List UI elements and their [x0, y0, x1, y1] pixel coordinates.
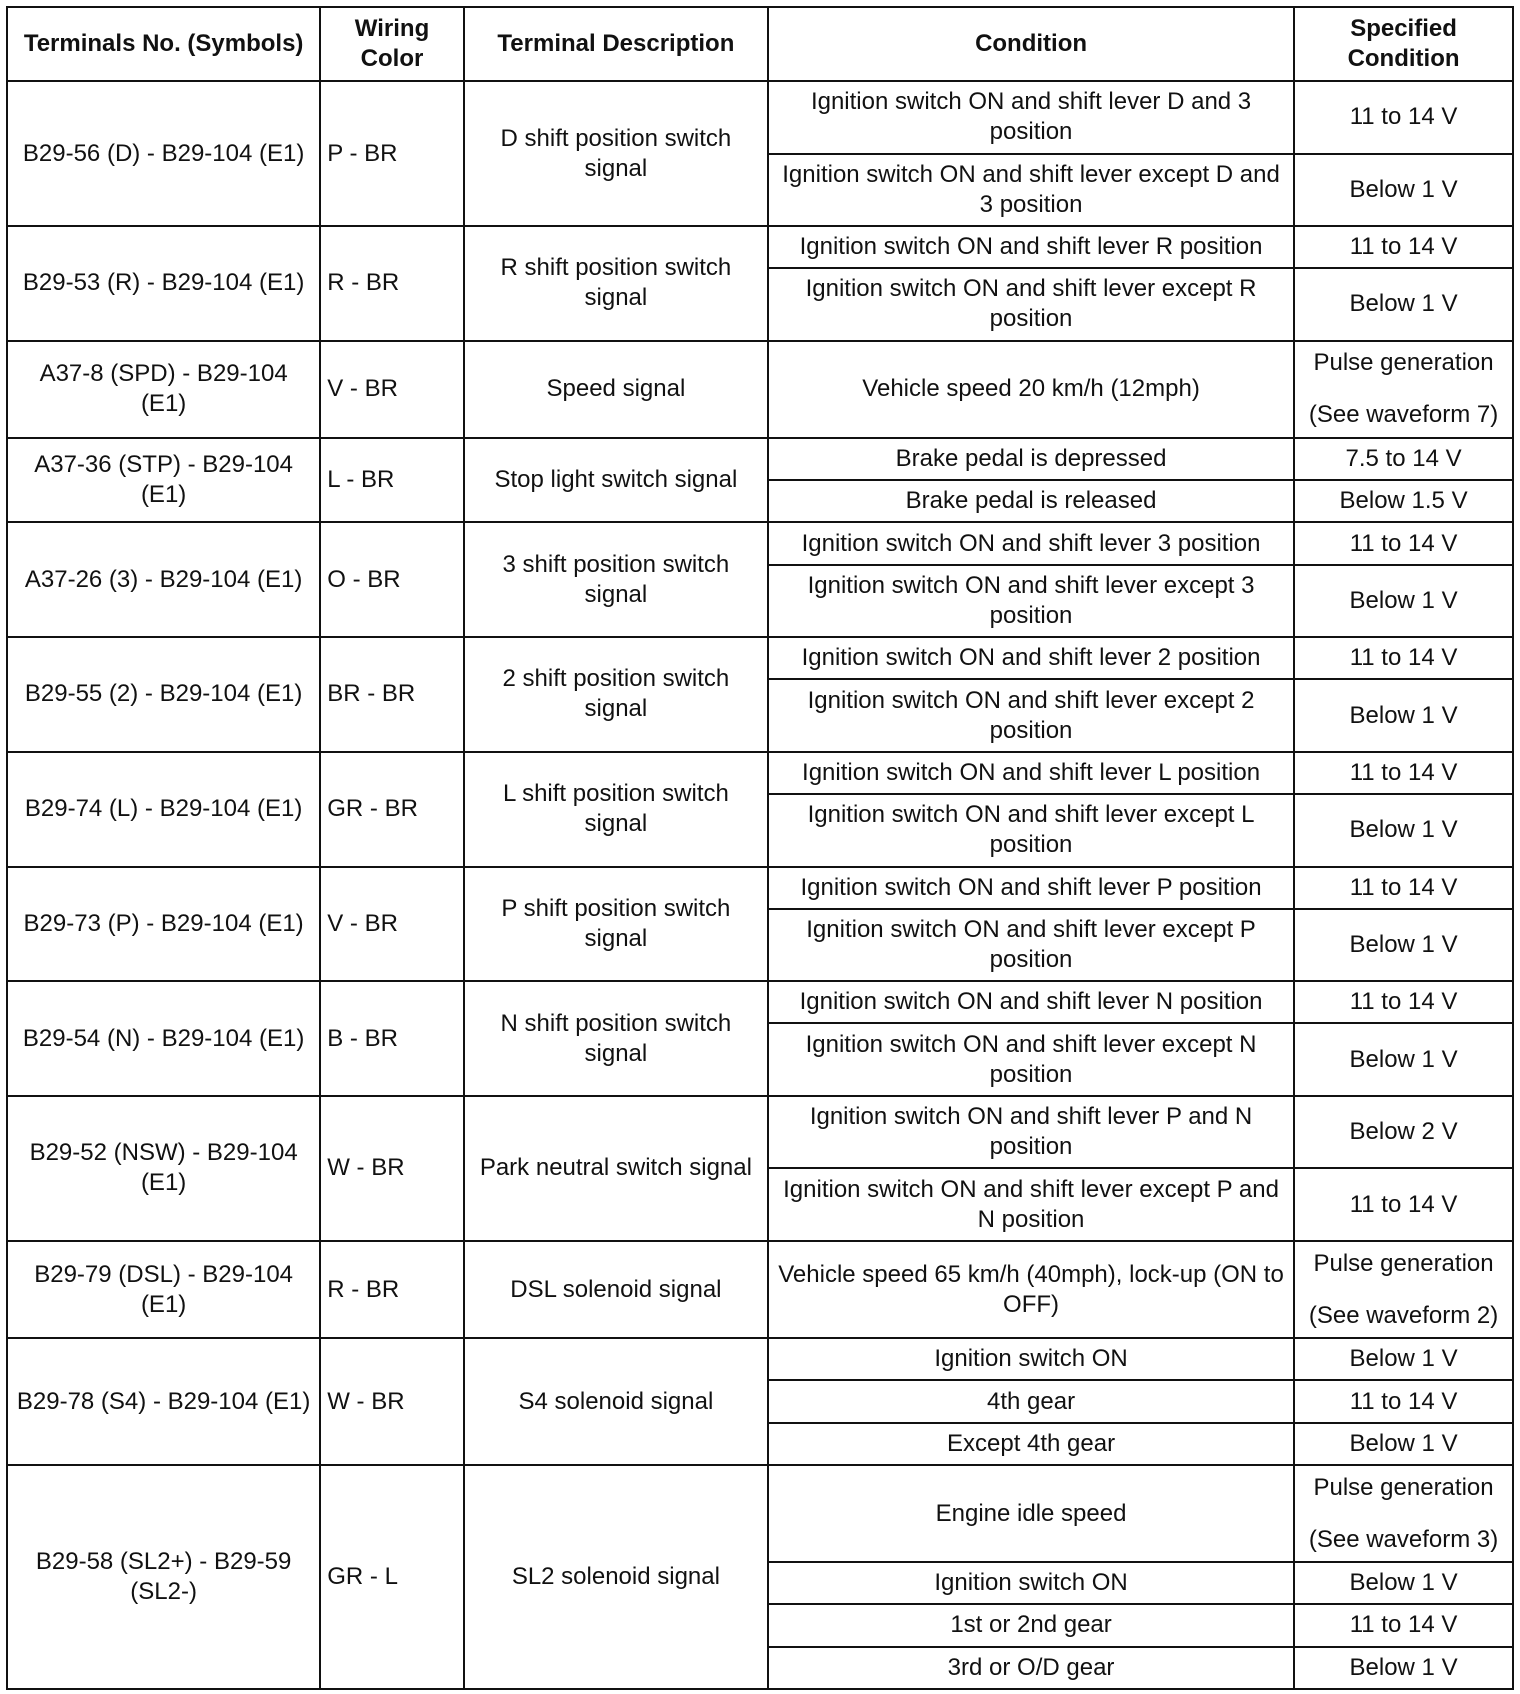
- wiring-color-cell: W - BR: [320, 1338, 464, 1465]
- wiring-color-cell: P - BR: [320, 81, 464, 226]
- header-row: [7, 7, 1513, 81]
- specified-condition-cell: Below 1 V: [1294, 1562, 1513, 1604]
- wiring-color-cell: R - BR: [320, 226, 464, 341]
- header-specified-condition: Specified Condition: [1294, 7, 1513, 81]
- condition-cell: Ignition switch ON: [768, 1562, 1294, 1604]
- table-row: [7, 981, 1513, 1023]
- specified-condition-cell: 11 to 14 V: [1294, 867, 1513, 909]
- table-row: [7, 752, 1513, 794]
- wiring-color-cell: V - BR: [320, 867, 464, 982]
- terminal-description-cell: D shift position switch signal: [464, 81, 768, 226]
- terminal-cell: B29-58 (SL2+) - B29-59 (SL2-): [7, 1465, 320, 1689]
- terminal-cell: B29-79 (DSL) - B29-104 (E1): [7, 1241, 320, 1338]
- condition-cell: Ignition switch ON and shift lever except 2 position: [768, 679, 1294, 752]
- terminal-description-cell: SL2 solenoid signal: [464, 1465, 768, 1689]
- specified-condition-cell: Below 1 V: [1294, 1423, 1513, 1465]
- terminal-cell: A37-8 (SPD) - B29-104 (E1): [7, 341, 320, 438]
- condition-cell: Ignition switch ON and shift lever L position: [768, 752, 1294, 794]
- wiring-color-cell: GR - BR: [320, 752, 464, 867]
- specified-condition-cell: Below 1 V: [1294, 1023, 1513, 1096]
- wiring-color-cell: L - BR: [320, 438, 464, 522]
- specified-condition-cell: Below 1 V: [1294, 1338, 1513, 1380]
- terminal-description-cell: Park neutral switch signal: [464, 1096, 768, 1241]
- table-row: [7, 867, 1513, 909]
- condition-cell: Ignition switch ON and shift lever P position: [768, 867, 1294, 909]
- specified-condition-cell: 11 to 14 V: [1294, 81, 1513, 154]
- condition-cell: Ignition switch ON and shift lever R position: [768, 226, 1294, 268]
- terminal-cell: B29-55 (2) - B29-104 (E1): [7, 637, 320, 752]
- specified-condition-cell: Below 1 V: [1294, 268, 1513, 341]
- specified-condition-cell: 11 to 14 V: [1294, 637, 1513, 679]
- specified-condition-line: Pulse generation: [1313, 1249, 1494, 1277]
- condition-cell: Ignition switch ON and shift lever except R position: [768, 268, 1294, 341]
- specified-condition-cell: Below 1 V: [1294, 565, 1513, 638]
- header-condition: Condition: [768, 7, 1294, 81]
- table-row: [7, 1465, 1513, 1562]
- condition-cell: Vehicle speed 20 km/h (12mph): [768, 341, 1294, 438]
- specified-condition-cell: Below 1 V: [1294, 794, 1513, 867]
- wiring-color-cell: BR - BR: [320, 637, 464, 752]
- terminal-description-cell: DSL solenoid signal: [464, 1241, 768, 1338]
- condition-cell: Ignition switch ON and shift lever 2 position: [768, 637, 1294, 679]
- table-row: [7, 341, 1513, 438]
- specified-condition-cell: 11 to 14 V: [1294, 981, 1513, 1023]
- condition-cell: 4th gear: [768, 1380, 1294, 1422]
- table-row: [7, 1241, 1513, 1338]
- specified-condition-cell: 11 to 14 V: [1294, 752, 1513, 794]
- terminal-description-cell: N shift position switch signal: [464, 981, 768, 1096]
- specified-condition-cell: 11 to 14 V: [1294, 522, 1513, 564]
- wiring-color-cell: O - BR: [320, 522, 464, 637]
- specified-condition-line: Pulse generation: [1313, 1473, 1494, 1501]
- wiring-color-cell: R - BR: [320, 1241, 464, 1338]
- condition-cell: Ignition switch ON: [768, 1338, 1294, 1380]
- wiring-color-cell: GR - L: [320, 1465, 464, 1689]
- specified-condition-cell: [1294, 341, 1513, 438]
- terminal-description-cell: 3 shift position switch signal: [464, 522, 768, 637]
- terminal-cell: B29-52 (NSW) - B29-104 (E1): [7, 1096, 320, 1241]
- condition-cell: 3rd or O/D gear: [768, 1647, 1294, 1689]
- wiring-color-cell: W - BR: [320, 1096, 464, 1241]
- terminal-description-cell: Stop light switch signal: [464, 438, 768, 522]
- terminal-cell: B29-73 (P) - B29-104 (E1): [7, 867, 320, 982]
- waveform-reference: (See waveform 2): [1308, 1301, 1499, 1329]
- terminal-cell: B29-54 (N) - B29-104 (E1): [7, 981, 320, 1096]
- specified-condition-cell: 11 to 14 V: [1294, 1604, 1513, 1646]
- condition-cell: Ignition switch ON and shift lever N position: [768, 981, 1294, 1023]
- table-row: [7, 226, 1513, 268]
- condition-cell: Ignition switch ON and shift lever D and 3 position: [768, 81, 1294, 154]
- specified-condition-cell: Below 1 V: [1294, 679, 1513, 752]
- condition-cell: Ignition switch ON and shift lever except P and N position: [768, 1168, 1294, 1241]
- header-wiring-color: Wiring Color: [320, 7, 464, 81]
- table-row: [7, 522, 1513, 564]
- specified-condition-cell: 7.5 to 14 V: [1294, 438, 1513, 480]
- condition-cell: Ignition switch ON and shift lever P and N position: [768, 1096, 1294, 1169]
- condition-cell: 1st or 2nd gear: [768, 1604, 1294, 1646]
- specified-condition-cell: Below 1 V: [1294, 909, 1513, 982]
- specified-condition-cell: [1294, 1465, 1513, 1562]
- table-row: [7, 438, 1513, 480]
- specified-condition-cell: [1294, 1241, 1513, 1338]
- condition-cell: Engine idle speed: [768, 1465, 1294, 1562]
- terminal-cell: B29-56 (D) - B29-104 (E1): [7, 81, 320, 226]
- table-row: [7, 637, 1513, 679]
- table-row: [7, 81, 1513, 154]
- wiring-color-cell: B - BR: [320, 981, 464, 1096]
- table-body: [7, 81, 1513, 1689]
- terminal-inspection-table: [6, 6, 1514, 1690]
- condition-cell: Ignition switch ON and shift lever except N position: [768, 1023, 1294, 1096]
- condition-cell: Brake pedal is depressed: [768, 438, 1294, 480]
- specified-condition-cell: Below 1.5 V: [1294, 480, 1513, 522]
- terminal-cell: B29-78 (S4) - B29-104 (E1): [7, 1338, 320, 1465]
- waveform-reference: (See waveform 7): [1308, 401, 1499, 429]
- terminal-description-cell: 2 shift position switch signal: [464, 637, 768, 752]
- specified-condition-cell: Below 1 V: [1294, 1647, 1513, 1689]
- specified-condition-cell: 11 to 14 V: [1294, 1168, 1513, 1241]
- table-row: [7, 1096, 1513, 1169]
- condition-cell: Vehicle speed 65 km/h (40mph), lock-up (ON to OFF): [768, 1241, 1294, 1338]
- waveform-reference: (See waveform 3): [1308, 1525, 1499, 1553]
- condition-cell: Brake pedal is released: [768, 480, 1294, 522]
- condition-cell: Ignition switch ON and shift lever except 3 position: [768, 565, 1294, 638]
- specified-condition-cell: 11 to 14 V: [1294, 226, 1513, 268]
- condition-cell: Except 4th gear: [768, 1423, 1294, 1465]
- terminal-cell: A37-36 (STP) - B29-104 (E1): [7, 438, 320, 522]
- condition-cell: Ignition switch ON and shift lever except D and 3 position: [768, 154, 1294, 227]
- terminal-description-cell: L shift position switch signal: [464, 752, 768, 867]
- terminal-description-cell: R shift position switch signal: [464, 226, 768, 341]
- terminal-description-cell: S4 solenoid signal: [464, 1338, 768, 1465]
- table-row: [7, 1338, 1513, 1380]
- terminal-cell: B29-53 (R) - B29-104 (E1): [7, 226, 320, 341]
- terminal-cell: B29-74 (L) - B29-104 (E1): [7, 752, 320, 867]
- condition-cell: Ignition switch ON and shift lever except L position: [768, 794, 1294, 867]
- condition-cell: Ignition switch ON and shift lever 3 position: [768, 522, 1294, 564]
- terminal-description-cell: P shift position switch signal: [464, 867, 768, 982]
- specified-condition-cell: 11 to 14 V: [1294, 1380, 1513, 1422]
- header-terminal-description: Terminal Description: [464, 7, 768, 81]
- specified-condition-cell: Below 2 V: [1294, 1096, 1513, 1169]
- header-terminal: Terminals No. (Symbols): [7, 7, 320, 81]
- wiring-color-cell: V - BR: [320, 341, 464, 438]
- condition-cell: Ignition switch ON and shift lever except P position: [768, 909, 1294, 982]
- terminal-cell: A37-26 (3) - B29-104 (E1): [7, 522, 320, 637]
- specified-condition-line: Pulse generation: [1313, 349, 1494, 377]
- terminal-description-cell: Speed signal: [464, 341, 768, 438]
- specified-condition-cell: Below 1 V: [1294, 154, 1513, 227]
